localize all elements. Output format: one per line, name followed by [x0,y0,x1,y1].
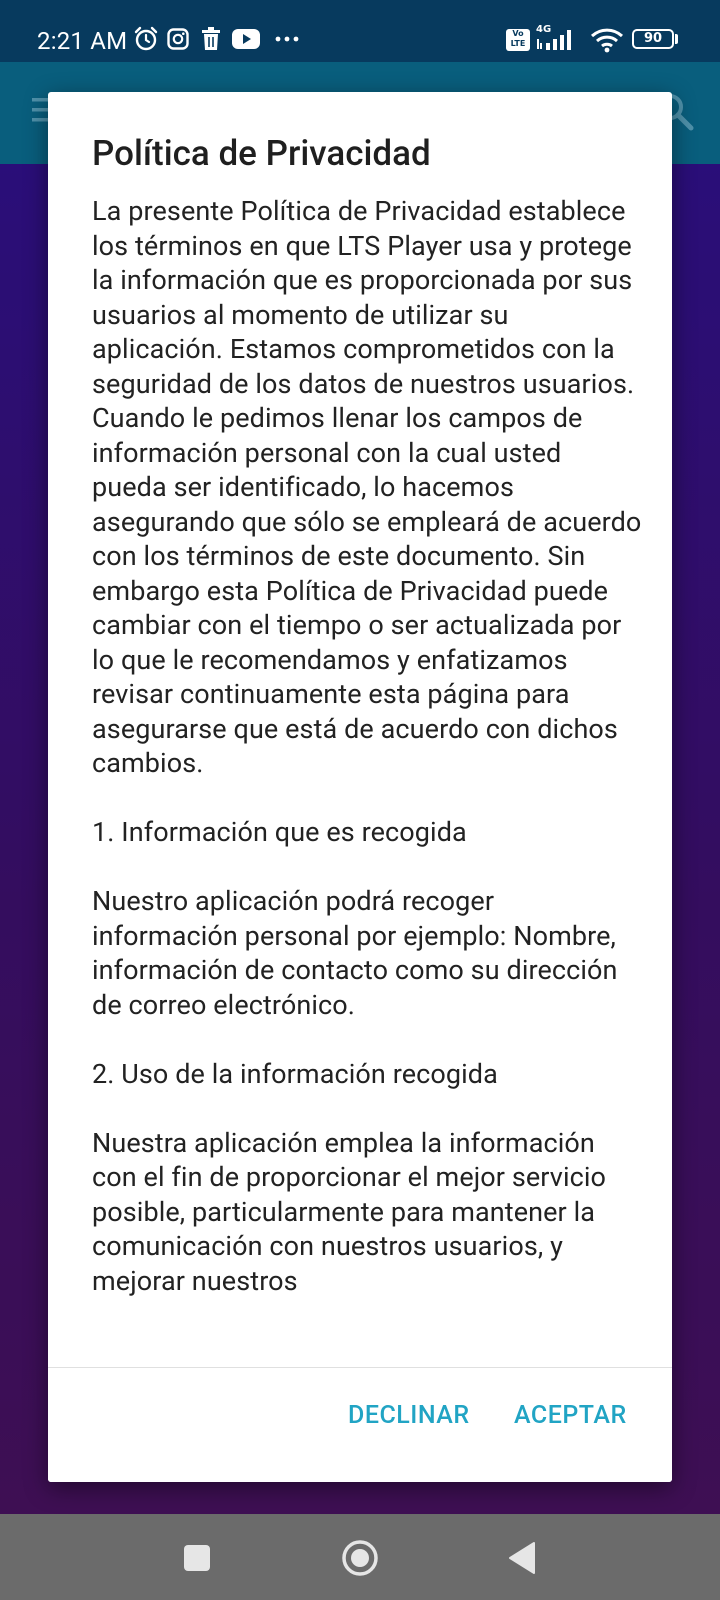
instagram-icon [167,28,189,50]
policy-paragraph: Nuestro aplicación podrá recoger información personal por ejemplo: Nombre, información de contacto como su dirección de correo electrónico. [92,885,618,1021]
accept-button[interactable]: ACEPTAR [514,1401,627,1430]
status-time: 2:21 AM [37,27,128,55]
dialog-title: Política de Privacidad [92,133,431,174]
volte-icon: Vo LTE [506,29,530,51]
battery-level: 90 [643,31,663,46]
policy-intro-paragraph: La presente Política de Privacidad establece los términos en que LTS Player usa y protege la información que es proporcionada por sus usuarios al momento de utilizar su aplicación. Estamos comprometidos con la seguridad de los datos de nuestros usuarios. Cuando le pedimos llenar los campos de información personal con la cual usted pueda ser identificado, lo hacemos asegurando que sólo se empleará de acuerdo con los términos de este documento. Sin embargo esta Política de Privacidad puede cambiar con el tiempo o ser actualizada por lo que le recomendamos y enfatizamos revisar continuamente esta página para asegurarse que está de acuerdo con dichos cambios. [92,195,642,779]
trash-icon [201,27,221,51]
signal-icon [536,29,580,51]
policy-paragraph: Nuestra aplicación emplea la información con el fin de proporcionar el mejor servicio posible, particularmente para mantener la comunicación con nuestros usuarios, y mejorar nuestros [92,1126,607,1297]
home-icon[interactable] [338,1536,382,1580]
section-heading: 2. Uso de la información recogida [92,1057,498,1090]
privacy-policy-dialog [48,92,672,1482]
battery-tip [675,34,678,44]
recents-icon[interactable] [175,1536,219,1580]
dialog-scroll-content[interactable] [92,194,642,1462]
battery-icon [632,29,674,49]
section-heading: 1. Información que es recogida [92,816,467,848]
youtube-icon [232,29,260,49]
wifi-icon [590,27,624,53]
navigation-bar [0,1514,720,1600]
decline-button[interactable]: DECLINAR [348,1401,470,1430]
dialog-actions [48,1368,672,1482]
back-icon[interactable] [500,1536,544,1580]
alarm-icon [133,26,159,52]
status-bar [0,0,720,62]
network-type-label: 4G [536,24,552,35]
more-icon [275,36,299,42]
